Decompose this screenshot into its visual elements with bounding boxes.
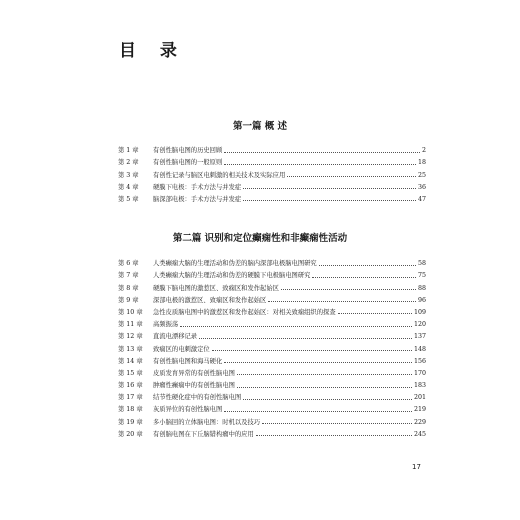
chapter-title: 硬膜下脑电图的激惹区、致痫区和发作起始区 bbox=[153, 284, 279, 292]
chapter-title: 有创性脑电图和海马硬化 bbox=[153, 357, 223, 365]
chapter-title: 结节性硬化症中的有创性脑电图 bbox=[153, 394, 242, 402]
chapter-page: 201 bbox=[413, 394, 426, 402]
toc-entry bbox=[118, 292, 426, 304]
chapter-page: 156 bbox=[413, 357, 426, 365]
chapter-page: 75 bbox=[417, 272, 426, 280]
chapter-page: 109 bbox=[413, 308, 426, 316]
chapter-number: 第 20 章 bbox=[118, 430, 143, 438]
dot-leader bbox=[312, 277, 416, 278]
dot-leader bbox=[237, 374, 412, 375]
toc-entry bbox=[118, 316, 426, 328]
chapter-page: 219 bbox=[413, 406, 426, 414]
toc-entry bbox=[118, 279, 426, 291]
chapter-page: 148 bbox=[413, 345, 426, 353]
chapter-title: 人类癫痫大脑的生理活动和伪差的脑内深部电极脑电图研究 bbox=[153, 260, 317, 268]
dot-leader bbox=[268, 301, 416, 302]
dot-leader bbox=[281, 289, 416, 290]
toc-entry bbox=[118, 377, 426, 389]
chapter-number: 第 3 章 bbox=[118, 171, 139, 179]
chapter-page: 170 bbox=[413, 369, 426, 377]
chapter-title: 有创性脑电图的一般原则 bbox=[153, 159, 223, 167]
chapter-page: 183 bbox=[413, 382, 426, 390]
chapter-page: 96 bbox=[417, 296, 426, 304]
chapter-number: 第 9 章 bbox=[118, 296, 139, 304]
chapter-number: 第 16 章 bbox=[118, 382, 143, 390]
chapter-title: 多小脑回的立体脑电图：时机以及技巧 bbox=[153, 418, 261, 426]
toc-entry bbox=[118, 166, 426, 178]
dot-leader bbox=[180, 326, 412, 327]
toc-entry bbox=[118, 389, 426, 401]
chapter-title: 硬膜下电极：手术方法与并发症 bbox=[153, 183, 242, 191]
chapter-title: 致痫区的电刺激定位 bbox=[153, 345, 210, 353]
chapter-number: 第 5 章 bbox=[118, 195, 139, 203]
chapter-number: 第 6 章 bbox=[118, 260, 139, 268]
chapter-number: 第 4 章 bbox=[118, 183, 139, 191]
chapter-title: 肿瘤性癫痫中的有创性脑电图 bbox=[153, 382, 235, 390]
chapter-number: 第 10 章 bbox=[118, 308, 143, 316]
chapter-page: 2 bbox=[421, 147, 426, 155]
chapter-number: 第 2 章 bbox=[118, 159, 139, 167]
page-title: 目 录 bbox=[119, 41, 186, 61]
chapter-number: 第 8 章 bbox=[118, 284, 139, 292]
dot-leader bbox=[256, 435, 412, 436]
chapter-page: 25 bbox=[417, 171, 426, 179]
chapter-number: 第 13 章 bbox=[118, 345, 143, 353]
chapter-number: 第 12 章 bbox=[118, 333, 143, 341]
dot-leader bbox=[287, 176, 416, 177]
dot-leader bbox=[243, 188, 416, 189]
dot-leader bbox=[212, 350, 412, 351]
chapter-title: 脑深部电极：手术方法与并发症 bbox=[153, 195, 242, 203]
dot-leader bbox=[243, 399, 412, 400]
dot-leader bbox=[262, 423, 412, 424]
chapter-title: 高频振荡 bbox=[153, 321, 179, 329]
toc-entry bbox=[118, 328, 426, 340]
dot-leader bbox=[199, 338, 412, 339]
toc-entry bbox=[118, 179, 426, 191]
toc-part-2 bbox=[118, 255, 426, 438]
toc-entry bbox=[118, 304, 426, 316]
chapter-title: 有创性记录与脑区电刺激的相关技术及实际应用 bbox=[153, 171, 286, 179]
chapter-title: 人类癫痫大脑的生理活动和伪差的硬膜下电极脑电图研究 bbox=[153, 272, 311, 280]
dot-leader bbox=[224, 362, 412, 363]
chapter-title: 深部电极的激惹区、致痫区和发作起始区 bbox=[153, 296, 267, 304]
chapter-title: 有创脑电图在下丘脑错构瘤中的应用 bbox=[153, 430, 254, 438]
chapter-page: 120 bbox=[413, 321, 426, 329]
chapter-number: 第 11 章 bbox=[118, 321, 143, 329]
toc-entry bbox=[118, 142, 426, 154]
chapter-page: 36 bbox=[417, 183, 426, 191]
chapter-title: 直流电漂移记录 bbox=[153, 333, 198, 341]
chapter-number: 第 18 章 bbox=[118, 406, 143, 414]
chapter-page: 245 bbox=[413, 430, 426, 438]
part-title-2: 第二篇 识别和定位癫痫性和非癫痫性活动 bbox=[172, 233, 348, 244]
toc-entry bbox=[118, 401, 426, 413]
chapter-title: 急性皮质脑电图中的激惹区和发作起始区：对相关致痫组织的探查 bbox=[153, 308, 336, 316]
toc-entry bbox=[118, 267, 426, 279]
dot-leader bbox=[224, 152, 420, 153]
chapter-number: 第 19 章 bbox=[118, 418, 143, 426]
chapter-page: 58 bbox=[417, 260, 426, 268]
dot-leader bbox=[319, 265, 416, 266]
page-number: 17 bbox=[412, 463, 421, 471]
dot-leader bbox=[338, 313, 412, 314]
chapter-number: 第 1 章 bbox=[118, 147, 139, 155]
toc-entry bbox=[118, 426, 426, 438]
chapter-page: 47 bbox=[417, 195, 426, 203]
dot-leader bbox=[237, 387, 412, 388]
chapter-title: 有创性脑电图的历史回顾 bbox=[153, 147, 223, 155]
chapter-number: 第 14 章 bbox=[118, 357, 143, 365]
chapter-number: 第 7 章 bbox=[118, 272, 139, 280]
toc-entry bbox=[118, 191, 426, 203]
chapter-page: 88 bbox=[417, 284, 426, 292]
toc-part-1 bbox=[118, 142, 426, 203]
toc-entry bbox=[118, 255, 426, 267]
toc-entry bbox=[118, 365, 426, 377]
chapter-page: 229 bbox=[413, 418, 426, 426]
dot-leader bbox=[243, 200, 416, 201]
toc-entry bbox=[118, 340, 426, 352]
part-title-1: 第一篇 概 述 bbox=[232, 121, 288, 132]
toc-entry bbox=[118, 413, 426, 425]
chapter-page: 18 bbox=[417, 159, 426, 167]
chapter-title: 皮质发育异常的有创性脑电图 bbox=[153, 369, 235, 377]
toc-entry bbox=[118, 353, 426, 365]
chapter-number: 第 15 章 bbox=[118, 369, 143, 377]
chapter-number: 第 17 章 bbox=[118, 394, 143, 402]
dot-leader bbox=[224, 411, 412, 412]
dot-leader bbox=[224, 164, 416, 165]
toc-entry bbox=[118, 154, 426, 166]
chapter-page: 137 bbox=[413, 333, 426, 341]
chapter-title: 灰质异位的有创性脑电图 bbox=[153, 406, 223, 414]
